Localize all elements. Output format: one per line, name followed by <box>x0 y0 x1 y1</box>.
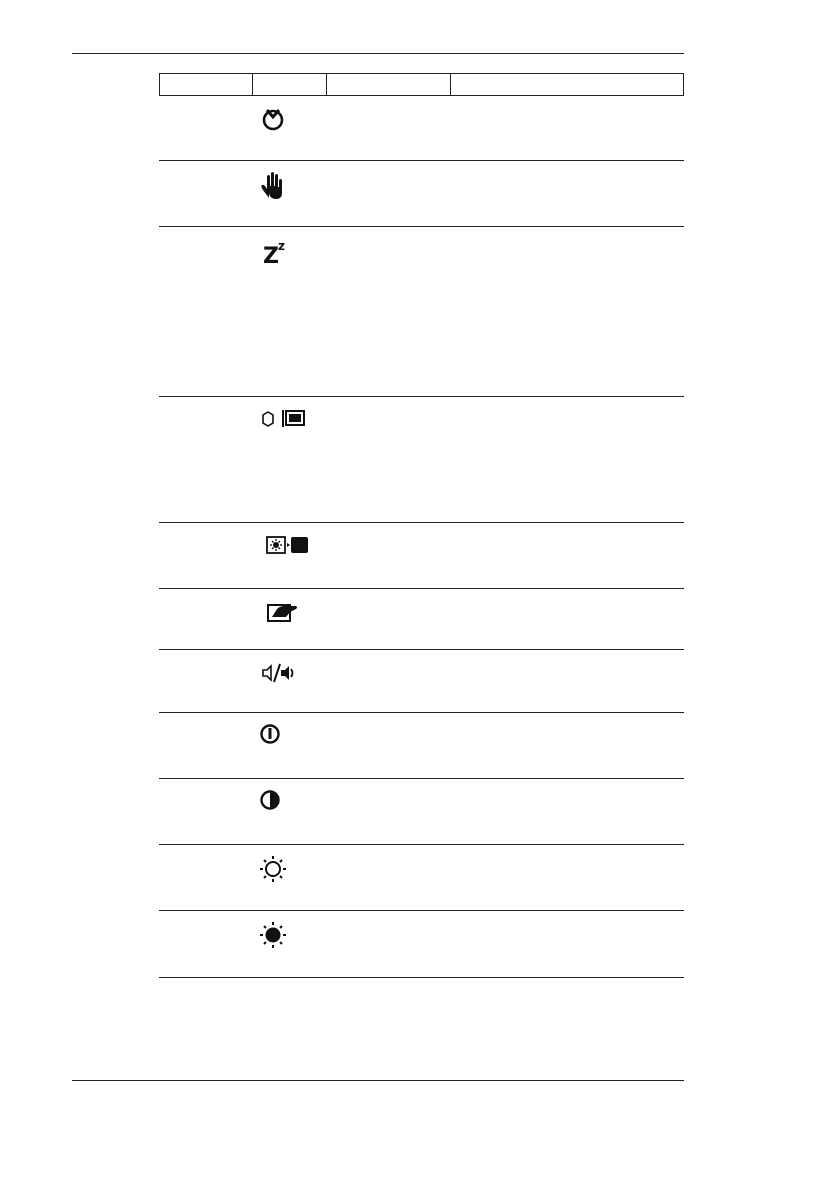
bottom-rule <box>72 1080 684 1081</box>
sleep-zz-icon <box>253 235 293 265</box>
table-row <box>159 845 684 911</box>
mute-volume-icon <box>253 658 293 688</box>
table-row <box>159 779 684 845</box>
timer-check-icon <box>253 104 293 134</box>
contrast-icon <box>253 787 293 817</box>
table-row <box>159 713 684 779</box>
hand-stop-icon <box>253 169 293 199</box>
svg-text:z: z <box>278 239 285 253</box>
table-row <box>159 650 684 713</box>
header-cell-4 <box>451 74 683 95</box>
table-row <box>159 523 684 589</box>
table-row <box>159 911 684 978</box>
table-row <box>159 227 684 397</box>
top-rule <box>72 53 684 54</box>
backlight-toggle-icon <box>253 531 293 561</box>
table-row <box>159 589 684 650</box>
header-cell-2 <box>253 74 327 95</box>
brightness-up-icon <box>253 919 293 949</box>
brightness-down-icon <box>253 853 293 883</box>
input-source-toggle-icon <box>253 405 293 435</box>
table-header <box>159 73 684 96</box>
header-cell-1 <box>160 74 253 95</box>
header-cell-3 <box>327 74 451 95</box>
table-row <box>159 96 684 161</box>
table-row <box>159 397 684 523</box>
table-row <box>159 161 684 227</box>
svg-text:Z: Z <box>263 244 279 267</box>
power-icon <box>253 721 293 751</box>
touchpad-icon <box>253 597 293 627</box>
